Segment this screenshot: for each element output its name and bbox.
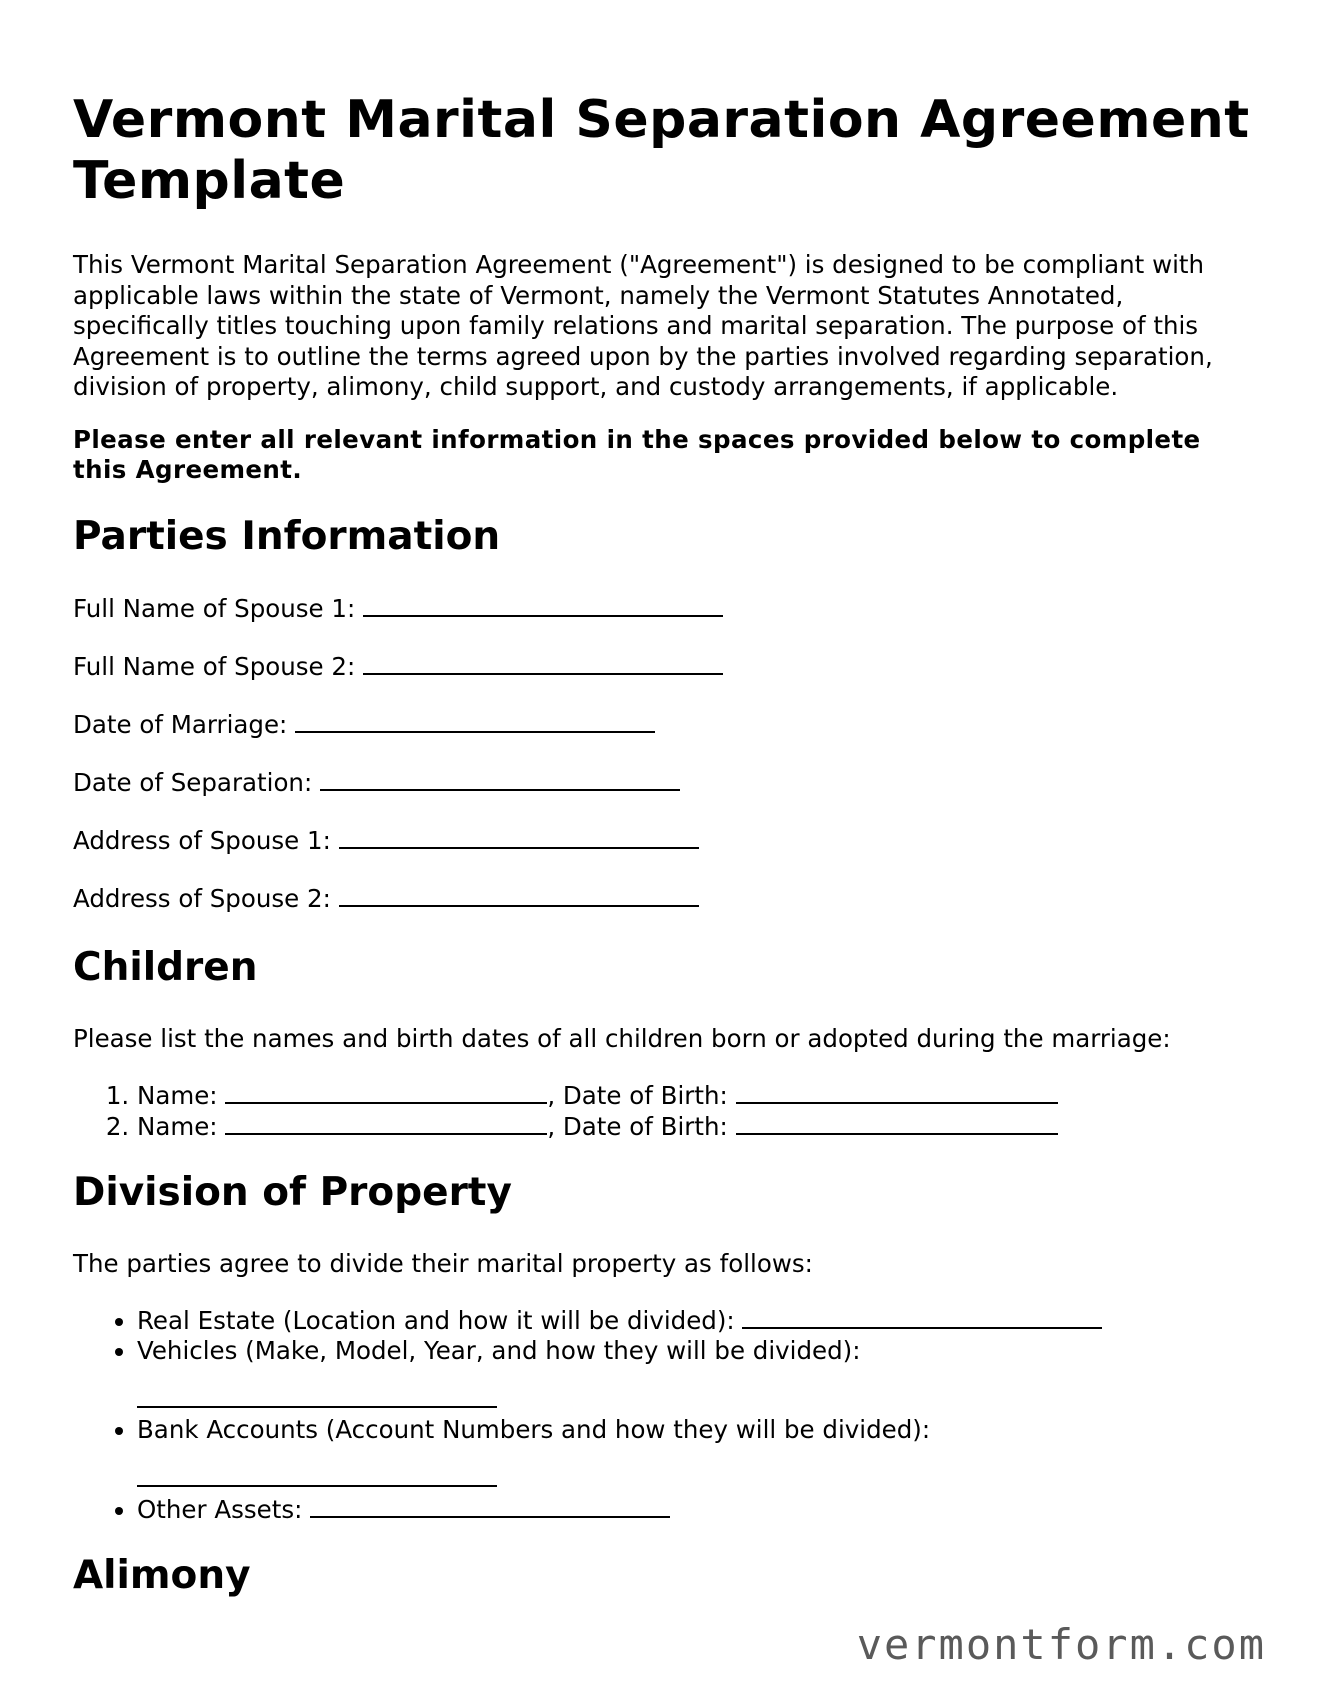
property-heading: Division of Property bbox=[73, 1169, 512, 1215]
property-item-other-assets: • Other Assets: bbox=[137, 1494, 1253, 1526]
spouse2-name-field: Full Name of Spouse 2: bbox=[73, 651, 1253, 682]
document bbox=[73, 90, 1253, 1632]
child-entry: 1. Name: , Date of Birth: bbox=[137, 1080, 1253, 1112]
other-assets-blank[interactable] bbox=[310, 1494, 670, 1518]
property-list bbox=[73, 1305, 1253, 1526]
real-estate-blank[interactable] bbox=[742, 1305, 1102, 1329]
spouse2-address-field: Address of Spouse 2: bbox=[73, 883, 1253, 914]
marriage-date-field: Date of Marriage: bbox=[73, 709, 1253, 740]
spouse1-name-blank[interactable] bbox=[363, 593, 723, 617]
parties-heading: Parties Information bbox=[73, 513, 501, 559]
bank-accounts-blank[interactable] bbox=[137, 1463, 497, 1487]
children-heading: Children bbox=[73, 944, 258, 990]
spouse1-name-field: Full Name of Spouse 1: bbox=[73, 593, 1253, 624]
intro-paragraph: This Vermont Marital Separation Agreement ("Agreement") is designed to be compliant with applicable laws within the state of Vermont, namely the Vermont Statutes Annotated, specifically titles touching upon family relations and marital separation. The purpose of this Agreement is to outline the terms agreed upon by the parties involved regarding separation, division of property, alimony, child support, and custody arrangements, if applicable. bbox=[73, 250, 1213, 401]
alimony-heading: Alimony bbox=[73, 1552, 251, 1598]
alimony-section bbox=[73, 1554, 1253, 1598]
separation-date-field: Date of Separation: bbox=[73, 767, 1253, 798]
spouse2-address-blank[interactable] bbox=[339, 883, 699, 907]
property-prompt: The parties agree to divide their marital property as follows: bbox=[73, 1248, 813, 1278]
spouse1-address-blank[interactable] bbox=[339, 825, 699, 849]
marriage-date-blank[interactable] bbox=[295, 709, 655, 733]
property-item-vehicles: • Vehicles (Make, Model, Year, and how they will be divided): bbox=[137, 1336, 1253, 1415]
document-title: Vermont Marital Separation Agreement Template bbox=[73, 90, 1250, 211]
child1-name-blank[interactable] bbox=[225, 1080, 547, 1104]
children-list bbox=[73, 1080, 1253, 1143]
instruction-text: Please enter all relevant information in the spaces provided below to complete this Agreement. bbox=[73, 424, 1201, 484]
child2-name-blank[interactable] bbox=[225, 1111, 547, 1135]
parties-section bbox=[73, 515, 1253, 914]
children-prompt: Please list the names and birth dates of all children born or adopted during the marriage: bbox=[73, 1023, 1171, 1053]
vehicles-blank[interactable] bbox=[137, 1384, 497, 1408]
children-section bbox=[73, 946, 1253, 1143]
child-entry: 2. Name: , Date of Birth: bbox=[137, 1111, 1253, 1143]
property-item-real-estate: • Real Estate (Location and how it will be divided): bbox=[137, 1305, 1253, 1337]
child1-dob-blank[interactable] bbox=[736, 1080, 1058, 1104]
spouse2-name-blank[interactable] bbox=[363, 651, 723, 675]
watermark: vermontform.com bbox=[856, 1620, 1266, 1669]
property-item-bank-accounts: • Bank Accounts (Account Numbers and how they will be divided): bbox=[137, 1415, 1253, 1494]
child2-dob-blank[interactable] bbox=[736, 1111, 1058, 1135]
spouse1-address-field: Address of Spouse 1: bbox=[73, 825, 1253, 856]
separation-date-blank[interactable] bbox=[320, 767, 680, 791]
property-section bbox=[73, 1171, 1253, 1526]
